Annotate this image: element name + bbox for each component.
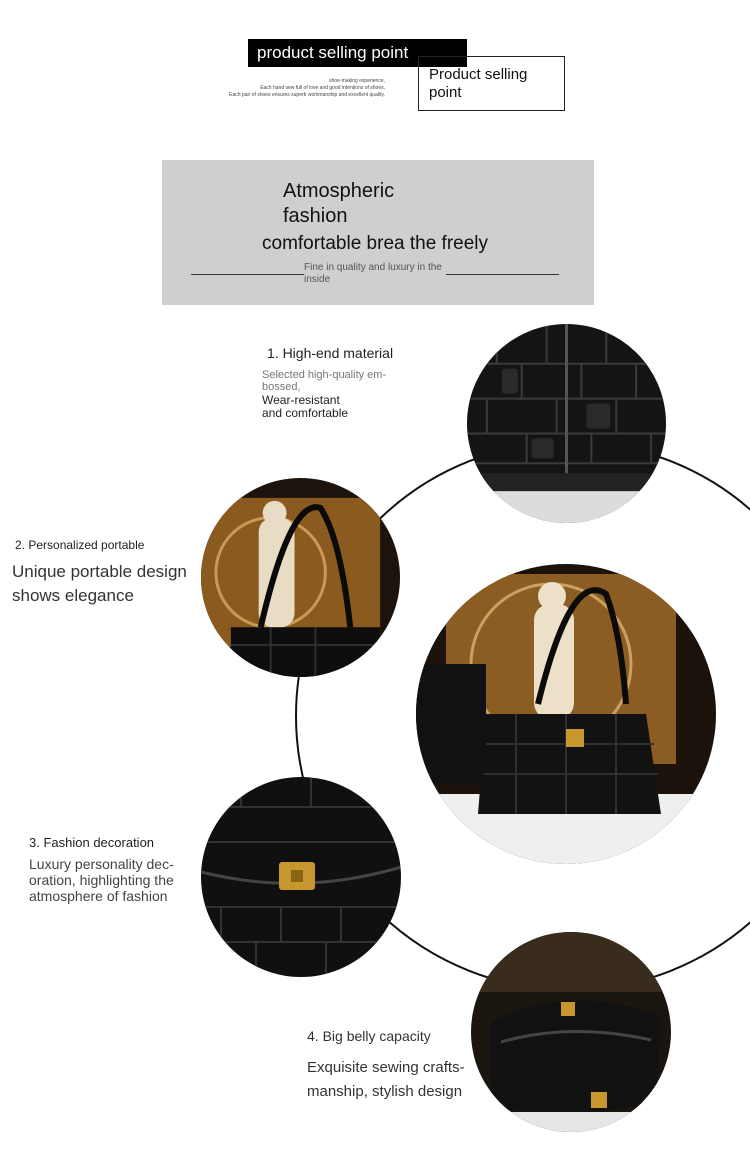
feature-3-line: oration, highlighting the (29, 872, 174, 888)
intro-line: Each hand sew full of love and good intentions of shoes, (260, 85, 385, 91)
feature-4-heading: 4. Big belly capacity (307, 1028, 431, 1044)
leather-texture-photo (467, 324, 666, 523)
feature-3-heading: 3. Fashion decoration (29, 835, 155, 850)
feature-2-heading: 2. Personalized portable (15, 538, 145, 552)
feature-1-subtext: Selected high-quality em- bossed, (262, 369, 387, 393)
banner-headline (283, 179, 394, 229)
feature-1-body: Wear-resistant and comfortable (262, 393, 349, 420)
section-title: product selling point (248, 39, 467, 67)
bag-strap-photo (201, 478, 400, 677)
bag-interior-photo (471, 932, 671, 1132)
banner-divider-left (191, 274, 304, 275)
gold-clasp-photo (201, 777, 401, 977)
banner-line-1: Atmospheric (283, 180, 395, 202)
feature-3-line: Luxury personality dec- (29, 856, 174, 872)
banner-line-2: fashion (283, 205, 348, 227)
intro-line: shoe-making experience, (329, 78, 385, 84)
banner-divider-right (446, 274, 559, 275)
feature-4-line: manship, stylish design (307, 1083, 463, 1100)
intro-text (229, 78, 385, 99)
banner-tagline: comfortable brea the freely (262, 233, 489, 254)
feature-2-line: Unique portable design (12, 562, 187, 581)
feature-4-line: Exquisite sewing crafts- (307, 1059, 465, 1076)
feature-2-body (12, 560, 187, 608)
banner-subtext: Fine in quality and luxury in the inside (304, 262, 442, 285)
main-product-photo (416, 564, 716, 864)
feature-2-line: shows elegance (12, 586, 134, 605)
feature-3-line: atmosphere of fashion (29, 888, 168, 904)
feature-4-body (307, 1056, 465, 1104)
selling-point-box: Product selling point (418, 56, 565, 111)
feature-1-heading: 1. High-end material (267, 345, 394, 361)
feature-3-body (29, 856, 174, 904)
intro-line: Each pair of shoes ensures superb workmanship and excellent quality. (229, 92, 385, 98)
